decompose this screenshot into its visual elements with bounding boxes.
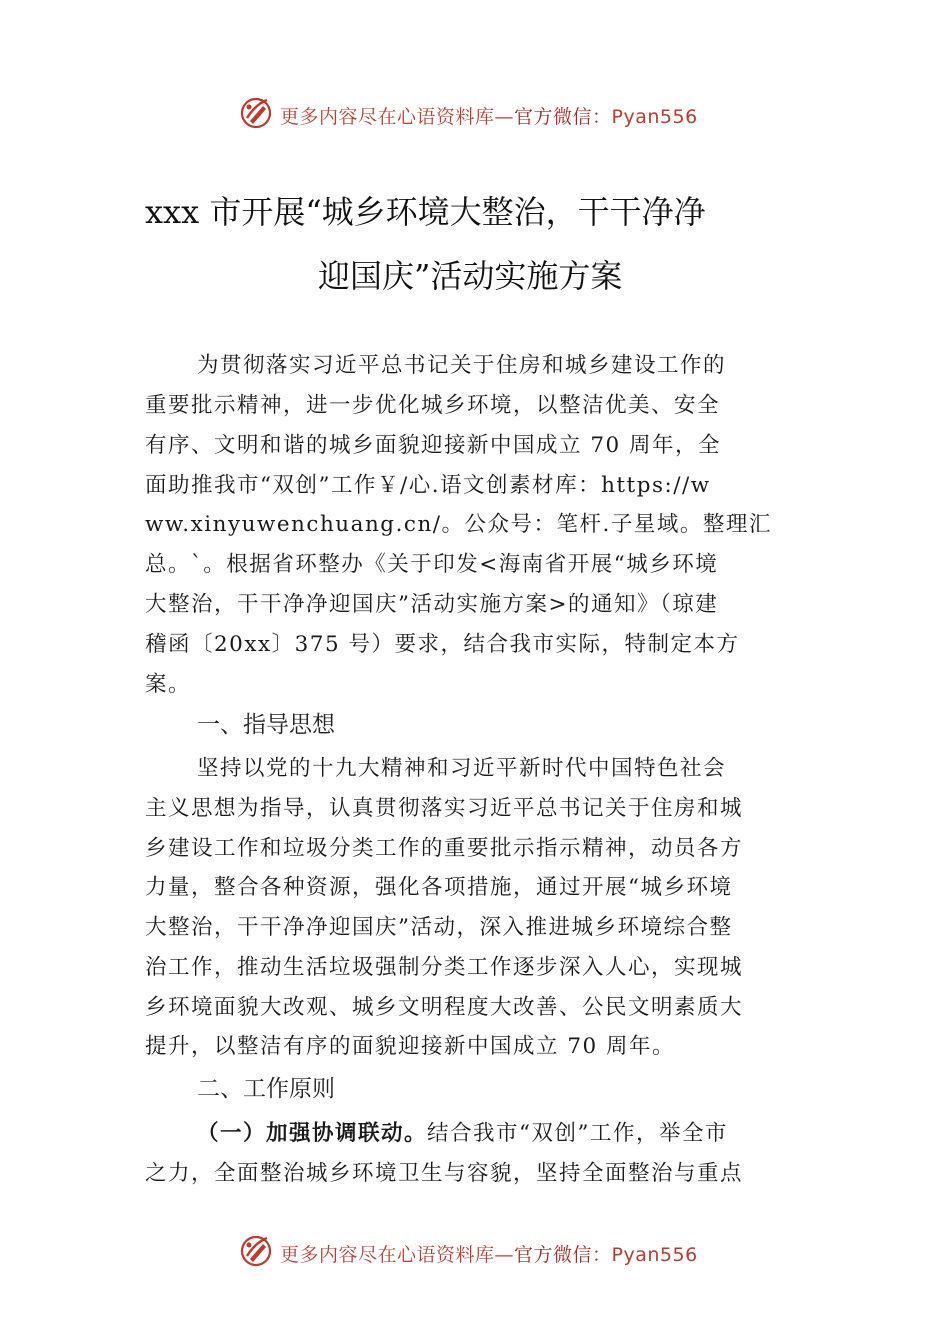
watermark-brand: 更多内容尽在心语资料库 xyxy=(280,106,495,128)
document-title-line-2: 迎国庆”活动实施方案 xyxy=(318,257,623,295)
section1-line: 力量，整合各种资源，强化各项措施，通过开展“城乡环境 xyxy=(145,875,733,900)
intro-line: 总。`。根据省环整办《关于印发<海南省开展“城乡环境 xyxy=(145,552,719,577)
section1-line: 主义思想为指导，认真贯彻落实习近平总书记关于住房和城 xyxy=(145,796,744,821)
watermark-wechat-id: Pyan556 xyxy=(611,106,698,128)
section-heading-guiding-ideology: 一、指导思想 xyxy=(197,712,335,738)
intro-line: 大整治，干干净净迎国庆”活动实施方案>的通知》（琼建 xyxy=(145,592,719,617)
item1-label: （一）加强协调联动。 xyxy=(197,1121,428,1146)
section1-line: 乡环境面貌大改观、城乡文明程度大改善、公民文明素质大 xyxy=(145,995,744,1020)
intro-line: 案。 xyxy=(145,672,192,697)
watermark-banner-bottom xyxy=(0,1232,950,1272)
intro-line: ww.xinyuwenchuang.cn/。公众号：笔杆.子星域。整理汇 xyxy=(145,512,772,537)
watermark-separator: — xyxy=(494,1244,515,1266)
section1-line: 大整治，干干净净迎国庆”活动，深入推进城乡环境综合整 xyxy=(145,915,733,940)
section1-line: 坚持以党的十九大精神和习近平新时代中国特色社会 xyxy=(197,756,727,781)
item1-line-2: 之力，全面整治城乡环境卫生与容貌，坚持全面整治与重点 xyxy=(145,1161,744,1186)
watermark-text xyxy=(280,1240,698,1267)
watermark-wechat-label: 官方微信： xyxy=(514,106,612,128)
item1-text: 结合我市“双创”工作，举全市 xyxy=(427,1121,728,1146)
watermark-text xyxy=(280,102,698,129)
intro-line: 为贯彻落实习近平总书记关于住房和城乡建设工作的 xyxy=(197,353,727,378)
pen-logo-icon xyxy=(238,94,274,130)
watermark-wechat-id: Pyan556 xyxy=(611,1244,698,1266)
watermark-brand: 更多内容尽在心语资料库 xyxy=(280,1244,495,1266)
intro-line: 重要批示精神，进一步优化城乡环境，以整洁优美、安全 xyxy=(145,393,721,418)
intro-line: 有序、文明和谐的城乡面貌迎接新中国成立 70 周年，全 xyxy=(145,433,722,458)
document-title-line-1: xxx 市开展“城乡环境大整治，干干净净 xyxy=(145,193,706,231)
section1-line: 提升，以整洁有序的面貌迎接新中国成立 70 周年。 xyxy=(145,1034,676,1059)
item1-line-1 xyxy=(197,1116,863,1147)
watermark-separator: — xyxy=(494,106,515,128)
section1-line: 治工作，推动生活垃圾强制分类工作逐步深入人心，实现城 xyxy=(145,955,744,980)
watermark-banner-top xyxy=(0,94,950,134)
section1-line: 乡建设工作和垃圾分类工作的重要批示指示精神，动员各方 xyxy=(145,836,744,861)
intro-line: 稽函〔20xx〕375 号）要求，结合我市实际，特制定本方 xyxy=(145,632,740,657)
watermark-wechat-label: 官方微信： xyxy=(514,1244,612,1266)
intro-line: 面助推我市“双创”工作￥/心.语文创素材库：https://w xyxy=(145,473,711,498)
pen-logo-icon xyxy=(238,1232,274,1268)
section-heading-work-principles: 二、工作原则 xyxy=(197,1076,335,1102)
